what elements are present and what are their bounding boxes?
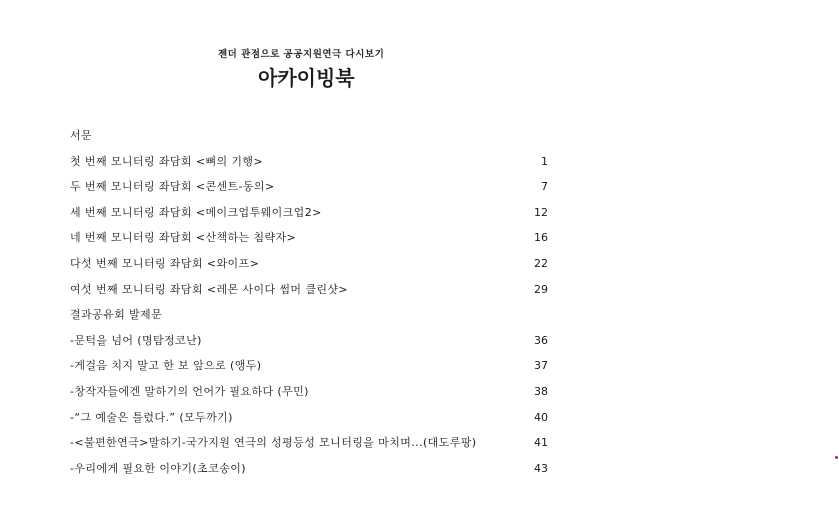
toc-entry-label: 두 번째 모니터링 좌담회 <콘센트-동의>	[70, 180, 275, 194]
toc-entry-page: 16	[534, 231, 548, 245]
toc-entry	[70, 282, 548, 308]
toc-entry-label: 결과공유회 발제문	[70, 308, 163, 322]
toc-entry	[70, 179, 548, 205]
toc-entry-label: 세 번째 모니터링 좌담회 <메이크업투웨이크업2>	[70, 205, 322, 219]
toc-entry-label: 다섯 번째 모니터링 좌담회 <와이프>	[70, 256, 260, 270]
toc-entry-page: 1	[541, 154, 548, 168]
toc-entry-page: 37	[534, 359, 548, 373]
toc-entry-label: -게걸음 치지 말고 한 보 앞으로 (앵두)	[70, 359, 262, 373]
toc-entry-page: 40	[534, 410, 548, 424]
toc-entry	[70, 205, 548, 231]
toc-entry-label: -우리에게 필요한 이야기(초코송이)	[70, 461, 246, 475]
red-dot-marker	[835, 456, 838, 459]
toc-entry-page: 36	[534, 333, 548, 347]
table-of-contents	[70, 128, 548, 486]
toc-entry	[70, 230, 548, 256]
toc-entry-label: -<불편한연극>말하기-국가지원 연극의 성평등성 모니터링을 마치며...(대도루팡)	[70, 436, 477, 450]
toc-entry	[70, 307, 548, 333]
toc-entry-label: 여섯 번째 모니터링 좌담회 <레몬 사이다 썸머 클린샷>	[70, 282, 349, 296]
toc-entry-label: -창작자들에겐 말하기의 언어가 필요하다 (무민)	[70, 384, 309, 398]
toc-entry-page: 12	[534, 205, 548, 219]
document-title: 아카이빙북	[258, 66, 355, 90]
toc-entry-label: 네 번째 모니터링 좌담회 <산책하는 침략자>	[70, 231, 297, 245]
toc-entry-page: 41	[534, 436, 548, 450]
toc-entry	[70, 154, 548, 180]
toc-entry-label: -“그 예술은 틀렸다.” (모두까기)	[70, 410, 233, 424]
toc-entry	[70, 333, 548, 359]
toc-entry-page: 22	[534, 256, 548, 270]
toc-entry	[70, 461, 548, 487]
toc-entry-label: 첫 번째 모니터링 좌담회 <뼈의 기행>	[70, 154, 264, 168]
toc-entry-page: 29	[534, 282, 548, 296]
toc-entry	[70, 384, 548, 410]
toc-entry-label: -문턱을 넘어 (명탐정코난)	[70, 333, 202, 347]
toc-entry	[70, 358, 548, 384]
toc-entry	[70, 435, 548, 461]
toc-entry-page: 38	[534, 384, 548, 398]
toc-entry	[70, 410, 548, 436]
document-subtitle: 젠더 관점으로 공공지원연극 다시보기	[218, 49, 385, 60]
toc-entry-label: 서문	[70, 129, 93, 142]
toc-entry	[70, 256, 548, 282]
toc-entry-page: 7	[541, 180, 548, 194]
toc-entry	[70, 128, 548, 154]
toc-entry-page: 43	[534, 461, 548, 475]
